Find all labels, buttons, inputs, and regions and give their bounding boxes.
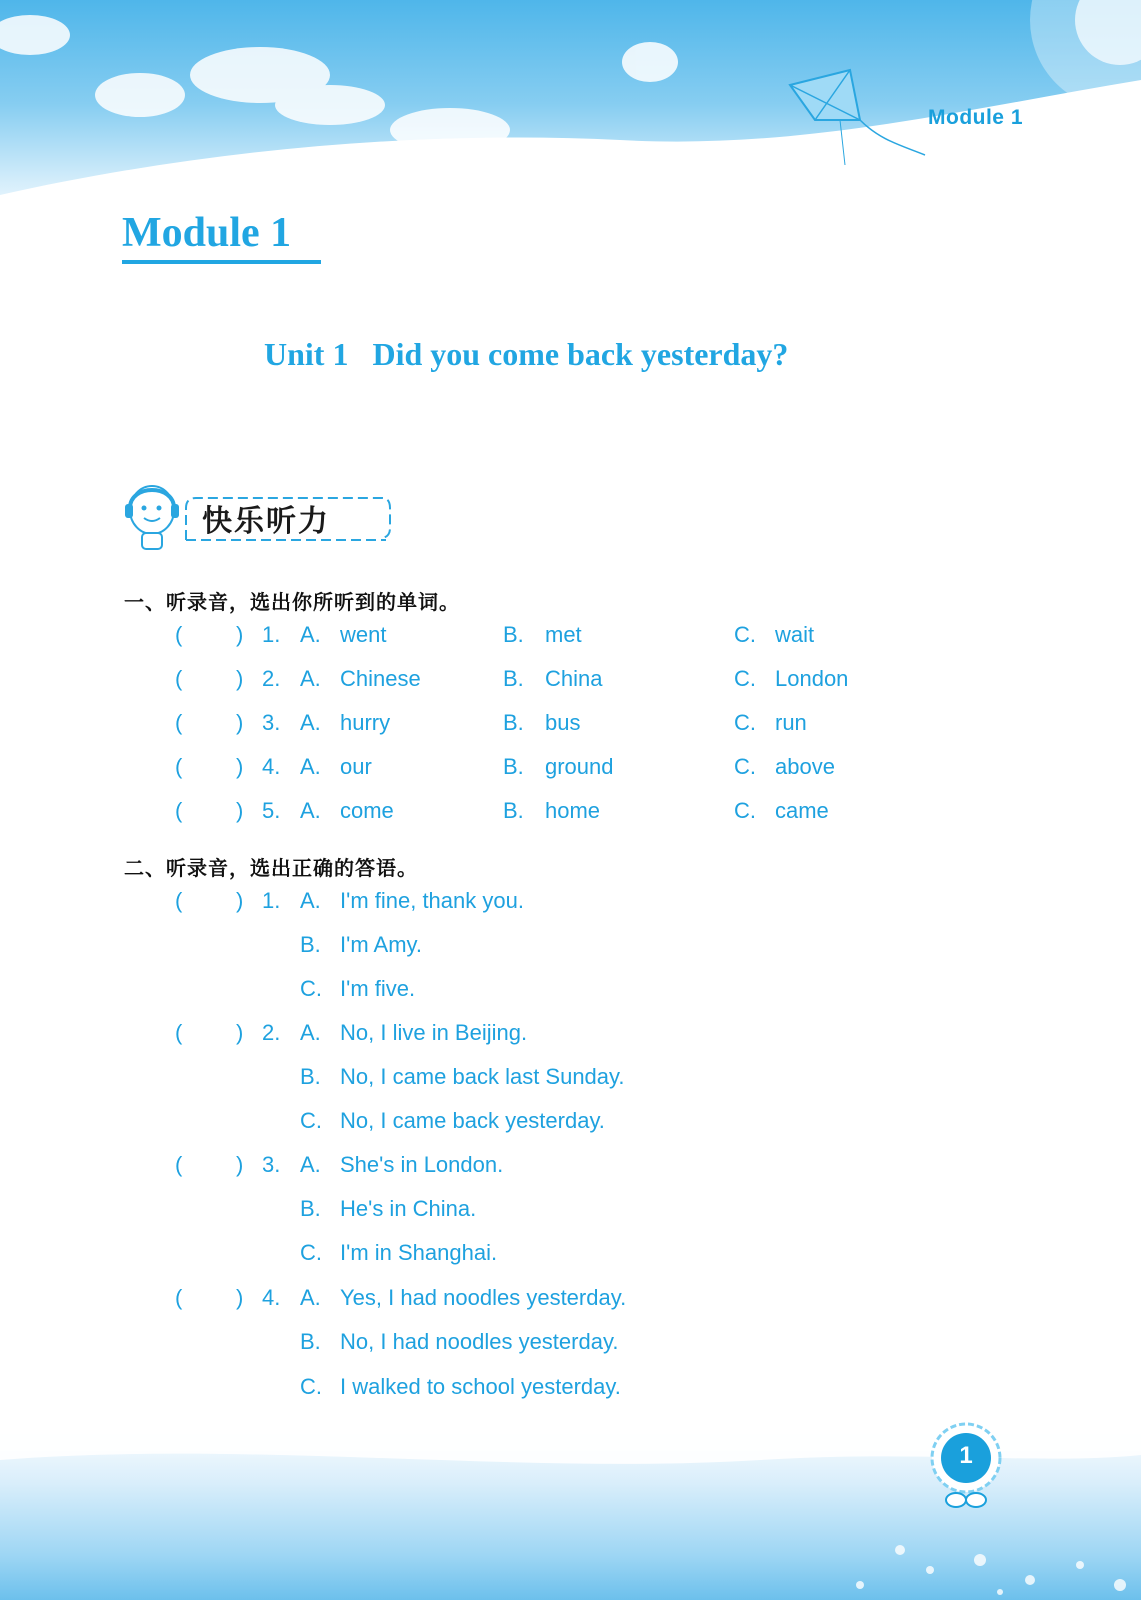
option-b: ground: [545, 754, 614, 779]
answer-paren-open: (: [175, 798, 183, 823]
option-label: C.: [734, 754, 756, 779]
question-number: 4.: [262, 1285, 281, 1310]
question-number: 1.: [262, 888, 281, 913]
answer-paren-close: ): [236, 666, 244, 691]
part1-heading: 一、听录音，选出你所听到的单词。: [124, 590, 460, 614]
option-c: I'm in Shanghai.: [340, 1240, 498, 1265]
option-a: come: [340, 798, 394, 823]
option-label: C.: [734, 666, 756, 691]
option-label: B.: [300, 1329, 321, 1354]
option-label: C.: [300, 1108, 322, 1133]
answer-paren-close: ): [236, 754, 244, 779]
question-number: 1.: [262, 622, 281, 647]
page-badge: [930, 1422, 1002, 1512]
answer-paren-open: (: [175, 1285, 183, 1310]
option-b: I'm Amy.: [340, 932, 423, 957]
option-label: A.: [300, 1020, 321, 1045]
option-c: came: [775, 798, 829, 823]
unit-title: Unit 1 Did you come back yesterday?: [264, 336, 789, 372]
option-label: A.: [300, 666, 321, 691]
answer-paren-open: (: [175, 710, 183, 735]
option-label: A.: [300, 1152, 321, 1177]
question-number: 3.: [262, 710, 281, 735]
option-b: He's in China.: [340, 1196, 477, 1221]
section-banner: [124, 478, 404, 556]
option-label: B.: [300, 1196, 321, 1221]
option-a: She's in London.: [340, 1152, 504, 1177]
option-a: our: [340, 754, 372, 779]
option-label: C.: [734, 798, 756, 823]
answer-paren-open: (: [175, 1152, 183, 1177]
question-number: 5.: [262, 798, 281, 823]
part2-heading: 二、听录音，选出正确的答语。: [124, 856, 418, 880]
option-a: went: [340, 622, 387, 647]
option-label: C.: [300, 1374, 322, 1399]
part1-item: [0, 710, 1141, 740]
option-b: No, I came back last Sunday.: [340, 1064, 625, 1089]
section-banner-title: 快乐听力: [202, 504, 330, 539]
option-b: No, I had noodles yesterday.: [340, 1329, 619, 1354]
option-c: I'm five.: [340, 976, 416, 1001]
part1-item: [0, 798, 1141, 828]
page-number: 1: [959, 1442, 973, 1469]
option-label: C.: [734, 710, 756, 735]
option-label: C.: [300, 1240, 322, 1265]
question-number: 2.: [262, 1020, 281, 1045]
option-b: home: [545, 798, 601, 823]
option-b: met: [545, 622, 582, 647]
answer-paren-open: (: [175, 1020, 183, 1045]
option-label: A.: [300, 1285, 321, 1310]
option-label: A.: [300, 798, 321, 823]
answer-paren-close: ): [236, 1152, 244, 1177]
option-b: China: [545, 666, 603, 691]
option-c: run: [775, 710, 807, 735]
option-a: I'm fine, thank you.: [340, 888, 524, 913]
option-c: wait: [775, 622, 815, 647]
module-title: Module 1: [122, 206, 321, 264]
header-module-tag: Module 1: [928, 106, 1024, 129]
part1-item: [0, 622, 1141, 652]
question-number: 2.: [262, 666, 281, 691]
answer-paren-close: ): [236, 798, 244, 823]
option-label: B.: [300, 1064, 321, 1089]
answer-paren-open: (: [175, 622, 183, 647]
option-b: bus: [545, 710, 581, 735]
answer-paren-open: (: [175, 888, 183, 913]
option-label: C.: [300, 976, 322, 1001]
option-a: hurry: [340, 710, 391, 735]
option-a: No, I live in Beijing.: [340, 1020, 528, 1045]
option-label: B.: [300, 932, 321, 957]
option-label: A.: [300, 888, 321, 913]
part1-item: [0, 754, 1141, 784]
option-c: London: [775, 666, 849, 691]
option-c: I walked to school yesterday.: [340, 1374, 621, 1399]
option-label: B.: [503, 754, 524, 779]
answer-paren-close: ): [236, 622, 244, 647]
option-label: A.: [300, 622, 321, 647]
option-c: No, I came back yesterday.: [340, 1108, 605, 1133]
answer-paren-close: ): [236, 888, 244, 913]
option-label: B.: [503, 622, 524, 647]
option-label: B.: [503, 798, 524, 823]
answer-paren-close: ): [236, 710, 244, 735]
question-number: 4.: [262, 754, 281, 779]
answer-paren-close: ): [236, 1020, 244, 1045]
option-a: Chinese: [340, 666, 421, 691]
answer-paren-open: (: [175, 666, 183, 691]
answer-paren-close: ): [236, 1285, 244, 1310]
option-label: A.: [300, 710, 321, 735]
option-label: C.: [734, 622, 756, 647]
option-label: A.: [300, 754, 321, 779]
part1-item: [0, 666, 1141, 696]
answer-paren-open: (: [175, 754, 183, 779]
question-number: 3.: [262, 1152, 281, 1177]
option-label: B.: [503, 666, 524, 691]
option-c: above: [775, 754, 835, 779]
option-a: Yes, I had noodles yesterday.: [340, 1285, 627, 1310]
option-label: B.: [503, 710, 524, 735]
